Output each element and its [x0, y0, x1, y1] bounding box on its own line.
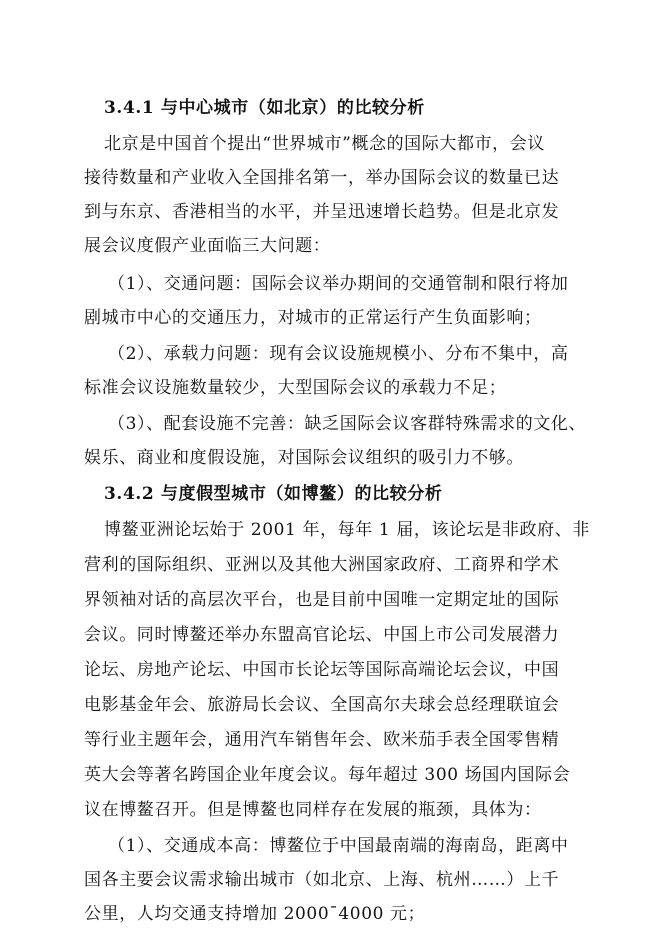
paragraph-line: 电影基金年会、旅游局长会议、全国高尔夫球会总经理联谊会	[84, 695, 560, 715]
paragraph-line: 论坛、房地产论坛、中国市长论坛等国际高端论坛会议，中国	[84, 660, 560, 680]
list-item-line: （1）、交通问题：国际会议举办期间的交通管制和限行将加	[108, 274, 569, 294]
paragraph-line: 英大会等著名跨国企业年度会议。每年超过 300 场国内国际会	[84, 765, 571, 785]
paragraph-line: 界领袖对话的高层次平台，也是目前中国唯一定期定址的国际	[84, 590, 560, 610]
paragraph-line: 博鳌亚洲论坛始于 2001 年，每年 1 届，该论坛是非政府、非	[104, 520, 590, 540]
list-item-line: （3）、配套设施不完善：缺乏国际会议客群特殊需求的文化、	[108, 414, 587, 434]
paragraph-line: 议在博鳌召开。但是博鳌也同样存在发展的瓶颈，具体为：	[84, 800, 542, 820]
paragraph-line: 营利的国际组织、亚洲以及其他大洲国家政府、工商界和学术	[84, 555, 560, 575]
list-item-line: （2）、承载力问题：现有会议设施规模小、分布不集中，高	[108, 344, 569, 364]
list-item-line: （1）、交通成本高：博鳌位于中国最南端的海南岛，距离中	[108, 836, 569, 856]
list-item-line: 标准会议设施数量较少，大型国际会议的承载力不足；	[84, 378, 507, 398]
paragraph-line: 会议。同时博鳌还举办东盟高官论坛、中国上市公司发展潜力	[84, 625, 560, 645]
section-341-heading: 3.4.1 与中心城市（如北京）的比较分析	[104, 98, 425, 118]
paragraph-line: 到与东京、香港相当的水平，并呈迅速增长趋势。但是北京发	[84, 202, 560, 222]
list-item-line: 娱乐、商业和度假设施，对国际会议组织的吸引力不够。	[84, 448, 524, 468]
list-item-line: 国各主要会议需求输出城市（如北京、上海、杭州……）上千	[84, 870, 560, 890]
paragraph-line: 等行业主题年会，通用汽车销售年会、欧米茄手表全国零售精	[84, 730, 560, 750]
section-342-heading: 3.4.2 与度假型城市（如博鳌）的比较分析	[104, 484, 443, 504]
list-item-line: 剧城市中心的交通压力，对城市的正常运行产生负面影响；	[84, 308, 542, 328]
paragraph-line: 北京是中国首个提出“世界城市”概念的国际大都市，会议	[104, 134, 545, 154]
paragraph-line: 接待数量和产业收入全国排名第一，举办国际会议的数量已达	[84, 168, 560, 188]
paragraph-line: 展会议度假产业面临三大问题：	[84, 236, 331, 256]
list-item-line: 公里，人均交通支持增加 2000¯4000 元；	[84, 904, 426, 924]
